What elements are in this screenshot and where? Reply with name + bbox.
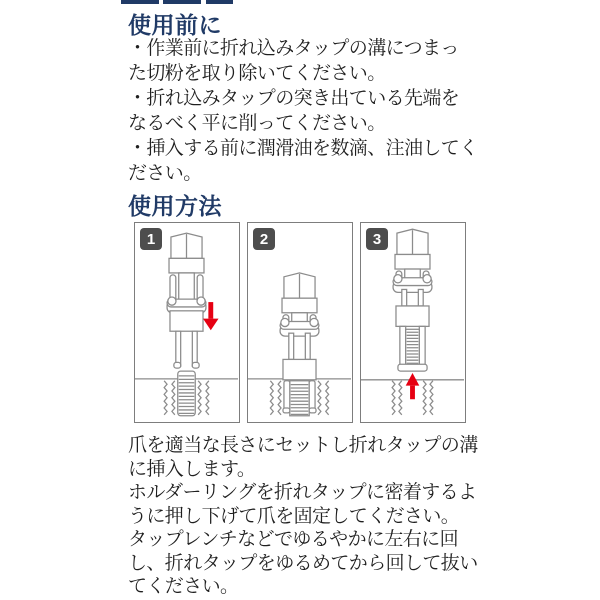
usage-description xyxy=(128,434,478,599)
text-line: うに押し下げて爪を固定してください。 xyxy=(128,505,460,527)
text-line: ・挿入する前に潤滑油を数滴、注油してく xyxy=(128,138,478,159)
step-1-diagram xyxy=(135,223,238,421)
step-number-badge: 1 xyxy=(140,228,162,250)
usage-step-panels xyxy=(134,222,466,423)
section-title-before-use: 使用前に xyxy=(128,12,222,38)
step-panel-2 xyxy=(247,222,353,423)
tap-extractor-tool xyxy=(393,229,432,371)
text-line: た切粉を取り除いてください。 xyxy=(128,63,386,84)
text-line: に挿入します。 xyxy=(128,458,256,480)
tap-extractor-tool xyxy=(280,273,319,380)
text-line: ホルダーリングを折れタップに密着するよ xyxy=(128,482,477,503)
text-line: ・作業前に折れ込みタップの溝につまっ xyxy=(128,38,459,59)
before-use-notes xyxy=(128,36,478,186)
step-panel-3 xyxy=(360,222,466,423)
text-line: てください。 xyxy=(128,576,239,597)
step-3-diagram xyxy=(361,223,464,421)
text-line: なるべく平に削ってください。 xyxy=(128,113,386,134)
section-title-usage: 使用方法 xyxy=(128,193,222,219)
clipped-fragment-bar xyxy=(163,0,201,4)
text-line: し、折れタップをゆるめてから回して抜い xyxy=(128,552,478,574)
text-line: ださい。 xyxy=(128,163,202,184)
text-line: 爪を適当な長さにセットし折れタップの溝 xyxy=(128,435,478,456)
tap-extractor-tool xyxy=(167,233,206,368)
step-number-badge: 3 xyxy=(366,228,388,250)
clipped-fragment-bar xyxy=(206,0,233,4)
step-number-badge: 2 xyxy=(253,228,275,250)
text-line: タップレンチなどでゆるやかに左右に回 xyxy=(128,529,458,550)
step-2-diagram xyxy=(248,223,351,421)
text-line: ・折れ込みタップの突き出ている先端を xyxy=(128,88,460,109)
step-panel-1 xyxy=(134,222,240,423)
clipped-fragment-bar xyxy=(121,0,159,4)
